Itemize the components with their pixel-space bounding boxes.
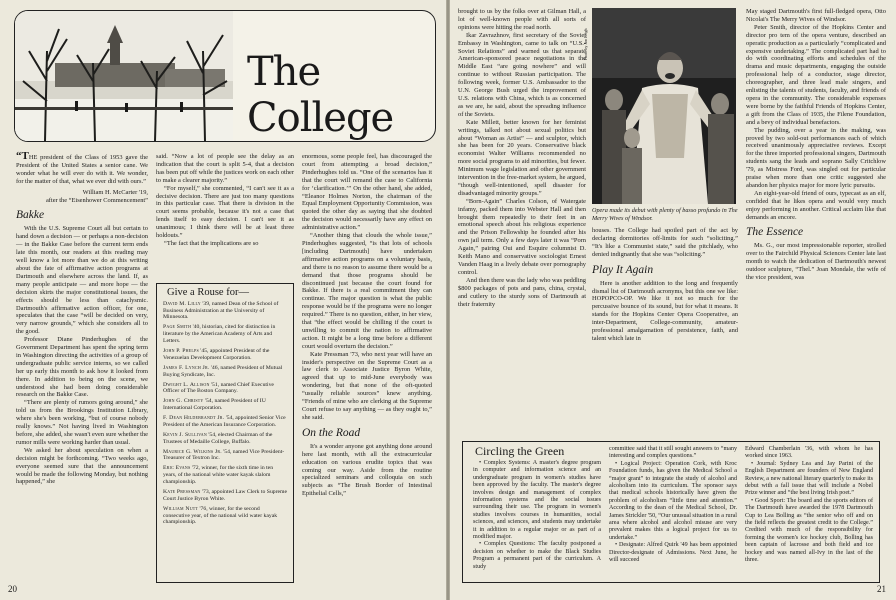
circling-column-3: [745, 446, 873, 565]
rouse-item: [163, 506, 287, 526]
rouse-name: John G. Christy: [163, 398, 204, 405]
bakke-paragraph: Professor Diane Pinderhughes of the Government Department has spent the spring term in Washington directing the activities of a group of undergraduate public service interns, so we called her up early this month to ask how it looked from there. In addition to being on the scene, we understood she had been doing considerable research on the Bakke Case.: [16, 336, 148, 399]
circling-item: • Good Sport: The board and the sports editors of The Dartmouth have awarded the 1978 Dartmouth Cup to Lea Bolling as “the senior who off and on the field reflects the greatest credit to the College.” Credited with much of the responsibility for forming the women's ice hockey club, Bolling has been captain of lacrosse and both field and ice hockey and was named all-Ivy in the last of the three.: [745, 497, 873, 564]
circling-item: • Complex Questions: The faculty postponed a decision on whether to make the Black Studies Program a permanent part of the curriculum. A study: [473, 541, 601, 570]
rouse-name: James F. Lynch Jr.: [163, 364, 210, 371]
quote-attribution: William H. McCarter '19,: [82, 188, 148, 196]
road-heading: On the Road: [302, 426, 361, 439]
rouse-detail: '76, winner, for the second consecutive year, of the national wild water kayak championship.: [163, 505, 278, 526]
road-paragraph: Ikar Zavrazhnov, first secretary of the Soviet Embassy in Washington, came to talk on “U.S.-Soviet Relations” and warned us that separate American-sponsored peace negotiations in the Middle East “are going nowhere” and will continue to without Russian participation. The following week, former U.S. Ambassador to the U.N. George Bush urged the improvement of U.S. relations with China, which is as concerned as we are, he said, about the spreading influence of the Soviets.: [458, 31, 586, 118]
rouse-item: [163, 382, 287, 396]
rouse-name: John P. Phelps: [163, 347, 199, 354]
page-number: 20: [8, 584, 17, 594]
left-page: [0, 0, 446, 600]
opera-photo: [592, 8, 736, 204]
rouse-item: [163, 489, 287, 503]
rouse-name: Maurice G. Wilkins Jr.: [163, 448, 222, 455]
right-column-2: [592, 227, 738, 343]
photo-caption: Opera made its debut with plenty of basso profundo in The Merry Wives of Windsor.: [592, 207, 738, 222]
left-column-1: [16, 150, 148, 486]
rouse-name: Kate Pressman: [163, 489, 201, 495]
rouse-name: David M. Lilly: [163, 300, 201, 307]
rouse-detail: '73, appointed Law Clerk to Supreme Court Justice Byron White.: [163, 489, 288, 502]
circling-item: committee said that it still sought answers to “many interesting and complex questions.”: [609, 446, 737, 460]
road-paragraph: “Born-Again” Charles Colson, of Watergate infamy, packed them into Webster Hall and then brought them repeatedly to their feet in an emotional speech about his religious experience and the Prison Fellowship he founded after his own jail term. Only a few days later it was “Porn Again,” pairing Oui and Esquire columnist D. Keith Mano and conservative sociologist Ernest Vanden Haag in a lively debate over pornography control.: [458, 197, 586, 276]
right-column-1: [458, 8, 586, 308]
rouse-detail: '51, named Chief Executive Officer of The Boston Company.: [163, 381, 274, 395]
rouse-item: [163, 365, 287, 379]
rouse-item: [163, 465, 287, 485]
bakke-paragraph: “For myself,” she commented, “I can't see it as a decisive decision. There are just too many questions in this particular case. That there is division in the court seems probable, because it's not a case that lends itself to easy decision. I can't see it as unanimous; I think there will be at least three holdouts.”: [156, 184, 294, 240]
rouse-heading: Give a Rouse for—: [167, 287, 249, 298]
quote-attribution-note: after the “Eisenhower Commencement”: [45, 196, 148, 204]
bakke-paragraph: enormous, some people feel, has discouraged the court from attempting a broad decision,” Pinderhughes told us. “One of the scenarios has it that the court will remand the case to California for ‘clarification.’” On the other hand, she added, “Eleanor Holmes Norton, the chairman of the Equal Employment Opportunity Commission, was quoted the other day as saying that she doubted the decision would necessarily have any effect on administrative action.”: [302, 153, 432, 232]
play-paragraph: An eight-year-old friend of ours, typecast as an elf, confided that he likes opera and would very much enjoy performing in another. Critical acclaim like that demands an encore.: [746, 189, 886, 221]
bakke-paragraph: Kate Pressman '73, who next year will have an insider's perspective on the Supreme Court as a law clerk to Associate Justice Byron White, agreed that up to mid-June everybody was wondering, but that none of the oft-quoted “usually reliable sources” knew anything. “Friends of mine who are clerking at the Supreme Court refuse to say anything — as they ought to,” she said.: [302, 350, 432, 421]
rouse-detail: '54, named President of IU International Corporation.: [163, 398, 266, 412]
rouse-item: [163, 449, 287, 463]
rouse-detail: '72, winner, for the sixth time in ten years, of the national white water kayak slalom championship.: [163, 465, 274, 486]
rouse-item: [163, 324, 287, 344]
rouse-item: [163, 432, 287, 446]
play-paragraph: The pudding, over a year in the making, was proved by two sold-out performances each of which received unanimously appreciative reviews. Except for the three imported professional singers, Dartmouth students sang the leads and soprano Sally Critchlow '79, as Mistress Ford, was singled out for particular praise when more than one critic suggested she abandon her physics major for more lyric pursuits.: [746, 126, 886, 189]
section-header: [14, 10, 436, 142]
road-paragraph: brought to us by the folks over at Gilman Hall, a lot of well-known people with all sorts of opinions were hitting the road north.: [458, 8, 586, 31]
right-column-3: [746, 8, 886, 282]
bakke-paragraph: “The fact that the implications are so: [164, 239, 259, 247]
rouse-name: Kevin J. Sullivan: [163, 431, 207, 438]
bakke-paragraph: With the U.S. Supreme Court all but certain to hand down a decision — or perhaps a non-decision — in the Bakke Case before the current term ends late this month, our readers at this reading may well know a lot more than we do at this writing about the fate of affirmative action programs at Dartmouth and elsewhere across the land. If, as many people anticipate — and more hope — the decision skirts the major constitutional issues, the effects should be less than cataclysmic. Dartmouth's affirmative action officer, for one, speculates that the case “will be decided on very, very narrow grounds,” which she considers all to the good.: [16, 225, 148, 336]
rouse-detail: '54, appointed Senior Vice President of the American Insurance Corporation.: [163, 415, 286, 428]
road-paragraph: And then there was the lady who was peddling $800 packages of pots and pans, china, crystal, and cutlery to the sturdy sons of Dartmouth at their fraternity: [458, 276, 586, 308]
bakke-heading: Bakke: [16, 209, 45, 222]
bakke-paragraph: “Another thing that clouds the whole issue,” Pinderhughes suggested, “is that lots of schools [including Dartmouth] have undertaken affirmative action programs on a voluntary basis, and there is no reason to assume there would be a demand that those programs should be discontinued just because the court found for Bakke. If there is a real commitment they can continue. The major question is what the public response would be if the programs were no longer required.” There is no question, either, in her view, that “the effect would be chilling if the court is unwilling to commit the nation to affirmative action. It might be a long time before a different court would overturn the decision.”: [302, 232, 432, 350]
road-paragraph: It's a wonder anyone got anything done around here last month, with all the extracurricular education on various erudite topics that was coming our way. Aside from the routine specialized seminars and colloquia on such subjects as “The Brush Border of Intestinal Epithelial Cells,”: [302, 442, 432, 498]
bakke-paragraph: “There are plenty of rumors going around,” she told us from the Brookings Institution Library, where she's been working, “but of course nobody really knows.” Not having lived in Washington before, she added, she wasn't even sure whether the rumor mills were working harder than usual.: [16, 399, 148, 446]
play-paragraph: Peter Smith, director of the Hopkins Center and director pro tem of the opera venture, described an operatic production as a particularly “complicated and expensive undertaking.” The complicated part had to do with coordinating efforts and schedules of the drama and music departments, engaging the outside professional help of a conductor, stage director, choreographer, and three lead male singers, and enlisting the talents of students, faculty, and friends of opera in the community. The considerable expenses were borne by the faithful Friends of Hopkins Center, a gift from the Class of 1935, the Filene Foundation, and a bevy of individual benefactors.: [746, 23, 886, 126]
rouse-name: Eric Evans: [163, 465, 191, 472]
left-column-2: [156, 153, 294, 248]
rouse-name: William Nutt: [163, 505, 199, 512]
rouse-item: [163, 415, 287, 429]
rouse-detail: '39, named Dean of the School of Business Administration at the University of Minnesota.: [163, 300, 279, 321]
rouse-name: F. Dean Hildebrandt Jr.: [163, 415, 225, 422]
quote-text: HE president of the Class of 1953 gave the President of the United States a senior cane. We wonder what he will ever do with it. We wonder, for the matter of that, what we ever did with ours.”: [16, 154, 148, 185]
circling-item: • Designate: Alfred Quirk '49 has been appointed Director-designate of Admissions. Next June, he will succeed: [609, 542, 737, 564]
section-title: The College: [247, 49, 394, 141]
bakke-paragraph: said. “Now a lot of people see the delay as an indication that the court is split 5-4, that a decision has been put off while the justices work on each other to make a clearer majority.”: [156, 153, 294, 184]
rouse-detail: '54, elected Chairman of the Trustees of Medaille College, Buffalo.: [163, 431, 273, 445]
rouse-item: [163, 301, 287, 321]
rouse-name: Dwight L. Allison: [163, 381, 210, 388]
campus-winter-photo: [15, 11, 233, 141]
play-paragraph: May staged Dartmouth's first full-fledged opera, Otto Nicolai's The Merry Wives of Windsor.: [746, 8, 886, 23]
left-column-3: [302, 153, 432, 498]
right-page: [450, 0, 896, 600]
circling-item: • Journal: Sydney Lea and Jay Parini of the English Department are founders of New England Review, a new national literary quarterly to make its debut with a fall issue that will include a Nobel Prize winner and “the best living Irish poet.”: [745, 460, 873, 497]
rouse-sidebar: [156, 283, 294, 583]
circling-column-1: [473, 460, 601, 571]
opening-quote: [16, 150, 148, 204]
circling-heading: Circling the Green: [475, 444, 565, 458]
circling-the-green-box: [462, 441, 880, 583]
circling-column-2: [609, 446, 737, 565]
page-number: 21: [877, 584, 886, 594]
rouse-detail: '46, named President of Mutual Buying Syndicate, Inc.: [163, 364, 283, 378]
rouse-detail: '45, appointed President of the Venezuelan Development Corporation.: [163, 347, 270, 361]
rouse-item: [163, 398, 287, 412]
rouse-detail: '40, historian, cited for distinction in literature by the American Academy of Arts and Letters.: [163, 324, 276, 344]
rouse-item: [163, 348, 287, 362]
road-paragraph: houses. The College had spoiled part of the act by declaring dormitories off-limits for such “soliciting.” “It's like a Communist state,” said the pitchlady, who denied indignantly that she was “soliciting.”: [592, 227, 738, 258]
circling-item: Edward Chamberlain '36, with whom he has worked since 1963.: [745, 446, 873, 460]
essence-heading: The Essence: [746, 226, 804, 239]
quote-open: “T: [16, 150, 29, 162]
rouse-name: Page Smith: [163, 324, 192, 331]
play-heading: Play It Again: [592, 263, 654, 276]
bakke-paragraph: We asked her about speculation on when a decision might be forthcoming. “Two weeks ago, everyone seemed sure that the announcement would be made the following Monday, but nothing happened,” she: [16, 446, 148, 486]
essence-paragraph: Ms. G., our most impressionable reporter, strolled over to the Fairchild Physical Sciences Center late last month to watch the dedication of Dartmouth's newest outdoor sculpture, “Thel.” Joan Mondale, the wife of the vice president, was: [746, 242, 886, 282]
photo-credit: Photo by Jim Leigh: [583, 28, 588, 60]
circling-item: • Logical Project: Operation Cork, with Kroc Foundation funds, has given the Medical School a “major grant” to integrate the study of alcohol and alcoholism into its curriculum. The sponsor says that medical schools historically have given the problem of alcoholism “little time and attention.” According to the dean of the Medical School, Dr. James Strickler '50, “Our unusual situation in a rural area where alcohol and alcohol misuse are very prevalent makes this a logical project for us to undertake.”: [609, 460, 737, 541]
circling-item: • Complex Systems: A master's degree program in computer and information science and an undergraduate program in women's studies have been approved by the faculty. The master's degree involves design and management of complex information systems and the social issues surrounding their use. The program in women's studies involves courses in humanities, social sciences, and sciences, and students may undertake it in addition to a regular major or as part of a modified major.: [473, 460, 601, 541]
road-paragraph: Kate Millett, better known for her feminist writings, talked not about sexual politics but about “Woman as Artist” — and sculptor, which she has been for 20 years. Conservative black economist Walter Williams recommended no more social programs to aid minorities, but fewer. Minimum wage legislation and other government intervention in the free-market system, he argued, “though well-intentioned, spell disaster for disadvantaged minority groups.”: [458, 118, 586, 197]
rouse-detail: '54, named Vice President-Treasurer of Textron Inc.: [163, 448, 285, 462]
play-paragraph: Here is another addition to the long and frequently dismal list of Dartmouth acronyms, but this one we like: HOPOPCO-OP. We like it not so much for the percussive bounce of its sound, but for what it means. It stands for the Hopkins Center Opera Cooperative, an inter-Department, College-community, amateur-professional amalgamation of persistence, faith, and talent which late in: [592, 279, 738, 342]
